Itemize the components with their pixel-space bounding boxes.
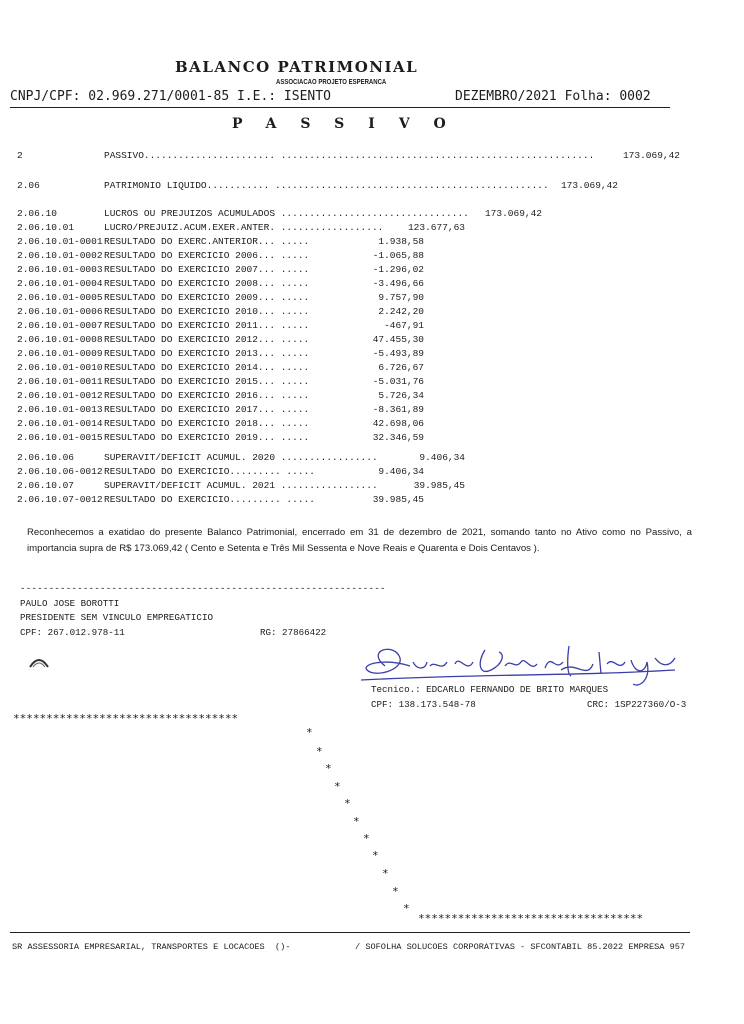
footer-divider [10, 932, 690, 933]
filler-star: * [316, 745, 323, 758]
company-name: ASSOCIACAO PROJETO ESPERANCA [276, 77, 387, 86]
filler-stars-top: ********************************** [13, 712, 239, 725]
technician-signature [355, 640, 690, 690]
signatory-name: PAULO JOSE BOROTTI [20, 598, 120, 609]
account-description: RESULTADO DO EXERCICIO 2010... ..... [104, 306, 310, 317]
table-row [0, 306, 744, 319]
account-description: PATRIMONIO LIQUIDO........... ................................................ [104, 180, 549, 191]
account-value: 5.726,34 [378, 390, 424, 401]
table-row [0, 250, 744, 263]
filler-star: * [363, 832, 370, 845]
account-value: 2.242,20 [378, 306, 424, 317]
statement-paragraph: Reconhecemos a exatidao do presente Balanco Patrimonial, encerrado em 31 de dezembro de 2021, somando tanto no Ativo como no Passivo, a importancia supra de R$ 173.069,42 ( Cento e Setenta e Três Mil Sessenta e Nove Reais e Quarenta e Dois Centavos ). [27, 527, 692, 554]
table-row [0, 466, 744, 479]
account-description: SUPERAVIT/DEFICIT ACUMUL. 2020 ................. [104, 452, 378, 463]
account-value: 173.069,42 [560, 180, 618, 191]
filler-star: * [372, 849, 379, 862]
table-row [0, 180, 744, 193]
filler-star: * [306, 726, 313, 739]
signature-line: ---------------------------------------------------------------- [20, 583, 386, 594]
account-code: 2.06.10.01-0006 [17, 306, 103, 317]
technician-crc: CRC: 1SP227360/O-3 [587, 699, 687, 710]
table-row [0, 348, 744, 361]
account-code: 2.06.10 [17, 208, 57, 219]
account-code: 2.06.10.01-0003 [17, 264, 103, 275]
account-description: RESULTADO DO EXERCICIO 2015... ..... [104, 376, 310, 387]
account-description: RESULTADO DO EXERC.ANTERIOR... ..... [104, 236, 310, 247]
filler-stars-bottom: ********************************** [418, 912, 644, 925]
account-value: 123.677,63 [407, 222, 465, 233]
account-description: RESULTADO DO EXERCICIO......... ..... [104, 466, 315, 477]
footer-left: SR ASSESSORIA EMPRESARIAL, TRANSPORTES E LOCACOES ()- [12, 942, 291, 952]
account-description: RESULTADO DO EXERCICIO 2019... ..... [104, 432, 310, 443]
table-row [0, 278, 744, 291]
account-description: RESULTADO DO EXERCICIO 2011... ..... [104, 320, 310, 331]
account-code: 2.06.10.01-0001 [17, 236, 103, 247]
account-code: 2.06.10.01-0013 [17, 404, 103, 415]
account-code: 2.06.10.06-0012 [17, 466, 103, 477]
account-value: 9.757,90 [378, 292, 424, 303]
account-value: 47.455,30 [372, 334, 424, 345]
account-code: 2 [17, 150, 23, 161]
table-row [0, 334, 744, 347]
account-description: RESULTADO DO EXERCICIO 2007... ..... [104, 264, 310, 275]
account-code: 2.06.10.07 [17, 480, 75, 491]
account-code: 2.06.10.07-0012 [17, 494, 103, 505]
table-row [0, 480, 744, 493]
account-code: 2.06.10.06 [17, 452, 75, 463]
account-value: -1.065,88 [372, 250, 424, 261]
account-description: RESULTADO DO EXERCICIO 2009... ..... [104, 292, 310, 303]
account-code: 2.06.10.01-0012 [17, 390, 103, 401]
account-code: 2.06.10.01 [17, 222, 75, 233]
table-row [0, 390, 744, 403]
account-code: 2.06.10.01-0009 [17, 348, 103, 359]
filler-star: * [353, 815, 360, 828]
table-row [0, 292, 744, 305]
account-value: -1.296,02 [372, 264, 424, 275]
account-code: 2.06.10.01-0011 [17, 376, 103, 387]
account-value: 9.406,34 [378, 466, 424, 477]
cnpj-line: CNPJ/CPF: 02.969.271/0001-85 I.E.: ISENTO [10, 89, 331, 104]
table-row [0, 452, 744, 465]
account-code: 2.06.10.01-0005 [17, 292, 103, 303]
account-description: RESULTADO DO EXERCICIO 2014... ..... [104, 362, 310, 373]
account-value: 9.406,34 [419, 452, 465, 463]
account-description: SUPERAVIT/DEFICIT ACUMUL. 2021 ................. [104, 480, 378, 491]
technician-name: Tecnico.: EDCARLO FERNANDO DE BRITO MARQUES [371, 684, 609, 695]
account-value: 1.938,58 [378, 236, 424, 247]
account-description: RESULTADO DO EXERCICIO......... ..... [104, 494, 315, 505]
footer-right: / SOFOLHA SOLUCOES CORPORATIVAS - SFCONTABIL 85.2022 EMPRESA 957 [355, 942, 686, 952]
account-value: 173.069,42 [622, 150, 680, 161]
account-value: -467,91 [384, 320, 424, 331]
account-code: 2.06.10.01-0010 [17, 362, 103, 373]
table-row [0, 236, 744, 249]
account-description: RESULTADO DO EXERCICIO 2017... ..... [104, 404, 310, 415]
account-value: 32.346,59 [372, 432, 424, 443]
signatory-role: PRESIDENTE SEM VINCULO EMPREGATICIO [20, 612, 213, 623]
account-description: LUCRO/PREJUIZ.ACUM.EXER.ANTER. .................. [104, 222, 384, 233]
filler-star: * [325, 762, 332, 775]
account-code: 2.06 [17, 180, 40, 191]
table-row [0, 264, 744, 277]
account-code: 2.06.10.01-0004 [17, 278, 103, 289]
table-row [0, 376, 744, 389]
account-value: 173.069,42 [484, 208, 542, 219]
account-code: 2.06.10.01-0015 [17, 432, 103, 443]
filler-star: * [392, 885, 399, 898]
account-description: LUCROS OU PREJUIZOS ACUMULADOS ................................. [104, 208, 469, 219]
account-value: 39.985,45 [372, 494, 424, 505]
scan-mark-icon [28, 655, 50, 669]
filler-star: * [344, 797, 351, 810]
table-row [0, 362, 744, 375]
table-row [0, 208, 744, 221]
account-value: 42.698,06 [372, 418, 424, 429]
section-title: PASSIVO [232, 116, 470, 132]
table-row [0, 222, 744, 235]
account-value: -5.031,76 [372, 376, 424, 387]
table-row [0, 494, 744, 507]
table-row [0, 418, 744, 431]
account-value: -8.361,89 [372, 404, 424, 415]
signatory-cpf: CPF: 267.012.978-11 [20, 627, 125, 638]
technician-cpf: CPF: 138.173.548-78 [371, 699, 476, 710]
account-description: RESULTADO DO EXERCICIO 2008... ..... [104, 278, 310, 289]
account-code: 2.06.10.01-0007 [17, 320, 103, 331]
account-value: 39.985,45 [413, 480, 465, 491]
account-description: RESULTADO DO EXERCICIO 2012... ..... [104, 334, 310, 345]
account-code: 2.06.10.01-0014 [17, 418, 103, 429]
table-row [0, 150, 744, 163]
header-divider [10, 107, 670, 108]
filler-star: * [403, 902, 410, 915]
period-sheet: DEZEMBRO/2021 Folha: 0002 [455, 89, 651, 104]
account-value: -5.493,89 [372, 348, 424, 359]
account-description: RESULTADO DO EXERCICIO 2013... ..... [104, 348, 310, 359]
account-value: 6.726,67 [378, 362, 424, 373]
filler-star: * [382, 867, 389, 880]
signatory-rg: RG: 27866422 [260, 627, 327, 638]
account-description: RESULTADO DO EXERCICIO 2016... ..... [104, 390, 310, 401]
account-code: 2.06.10.01-0008 [17, 334, 103, 345]
account-description: PASSIVO....................... ....................................................... [104, 150, 595, 161]
table-row [0, 404, 744, 417]
account-value: -3.496,66 [372, 278, 424, 289]
document-title: BALANCO PATRIMONIAL [175, 58, 419, 76]
account-description: RESULTADO DO EXERCICIO 2006... ..... [104, 250, 310, 261]
account-description: RESULTADO DO EXERCICIO 2018... ..... [104, 418, 310, 429]
account-code: 2.06.10.01-0002 [17, 250, 103, 261]
table-row [0, 432, 744, 445]
filler-star: * [334, 780, 341, 793]
table-row [0, 320, 744, 333]
